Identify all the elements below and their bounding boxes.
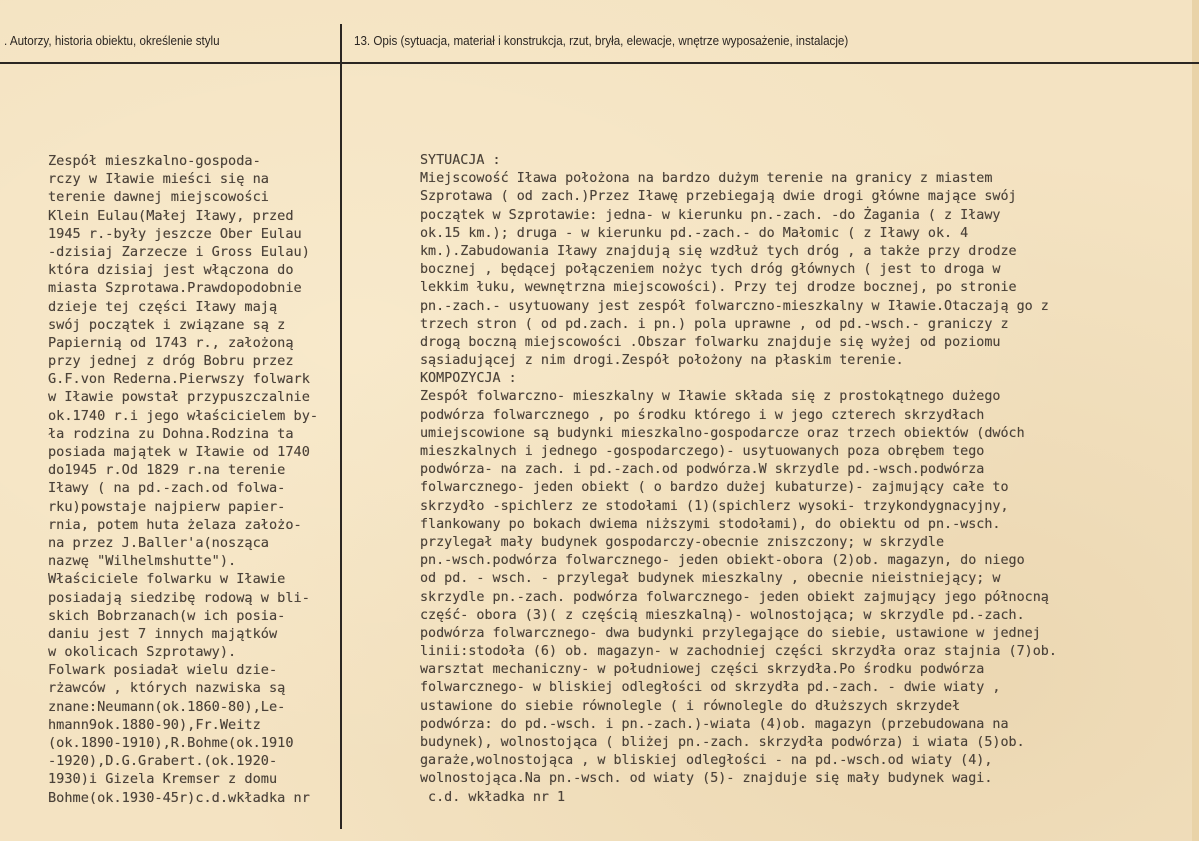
description-text-line: SYTUACJA : [420,153,501,168]
history-text-line: rku)powstaje najpierw papier- [48,498,286,515]
history-text-line: Klein Eulau(Małej Iławy, przed [48,207,294,224]
history-text-line: w okolicach Szprotawy). [48,644,237,661]
history-text-line: Bohme(ok.1930-45r)c.d.wkładka nr [48,789,310,806]
description-text-line: garaże,wolnostojąca , w bliskiej odległości - na pd.-wsch.od wiaty (4), [420,753,993,769]
description-text-line: część- obora (3)( z częścią mieszkalną)- wolnostojąca; w skrzydle pd.-zach. [420,607,1025,623]
history-text-line: rnia, potem huta żelaza założo- [48,516,302,533]
description-text-line: ok.15 km.); druga - w kierunku pd.-zach.- do Małomic ( z Iławy ok. 4 [420,225,969,241]
history-text-line: Folwark posiadał wielu dzie- [48,662,278,679]
description-text-line: od pd. - wsch. - przylegał budynek mieszkalny , obecnie nieistniejący; w [420,571,1001,587]
history-text-line: 1945 r.-były jeszcze Ober Eulau [48,225,302,242]
description-text-line: umiejscowione są budynki mieszkalno-gospodarcze oraz trzech obiektów (dwóch [420,425,1025,441]
description-text-line: linii:stodoła (6) ob. magazyn- w zachodniej części skrzydła oraz stajnia (7)ob. [420,644,1057,660]
description-text-line: przylegał mały budynek gospodarczy-obecnie zniszczony; w skrzydle [420,534,945,550]
description-text-line: pn.-wsch.podwórza folwarcznego- jeden obiekt-obora (2)ob. magazyn, do niego [420,553,1025,569]
description-text-line: skrzydło -spichlerz ze stodołami (1)(spichlerz wysoki- trzykondygnacyjny, [420,498,1009,514]
description-text-line: warsztat mechaniczny- w południowej części skrzydła.Po środku podwórza [420,662,985,678]
description-text-line: c.d. wkładka nr 1 [420,789,566,805]
description-text-line: drogą boczną miejscowości .Obszar folwarku znajduje się wyżej od poziomu [420,334,1001,350]
history-text-line: Zespół mieszkalno-gospoda- [48,153,261,169]
description-text-line: Szprotawa ( od zach.)Przez Iławę przebiegają dwie drogi główne mające swój [420,189,1017,205]
description-text-line: folwarcznego- jeden obiekt ( o bardzo dużej kubaturze)- zajmujący całe to [420,480,1009,496]
description-text-line: mieszkalnych i jednego -gospodarczego)- usytuowanych poza obrębem tego [420,444,985,459]
header-description: 13. Opis (sytuacja, materiał i konstrukcja, rzut, bryła, elewacje, wnętrze wyposażenie, instalacje) [354,34,849,48]
history-text-line: w Iławie powstał przypuszczalnie [48,389,310,406]
description-text-line: podwórza folwarcznego , po środku którego i w jego czterech skrzydłach [420,407,985,423]
history-text-line: rczy w Iławie mieści się na [48,171,269,188]
history-text-line: przy jednej z dróg Bobru przez [48,353,294,370]
history-text-line: 1930)i Gizela Kremser z domu [48,771,278,788]
description-text-line: Zespół folwarczno- mieszkalny w Iławie składa się z prostokątnego dużego [420,389,1001,405]
history-text-line: która dzisiaj jest włączona do [48,262,294,279]
history-text-line: terenie dawnej miejscowości [48,189,269,206]
history-text-line: -1920),D.G.Grabert.(ok.1920- [48,753,278,770]
history-text-line: na przez J.Baller'a(nosząca [48,534,269,551]
description-text-line: flankowany po bokach dwiema niższymi stodołami), do obiektu od pn.-wsch. [420,516,1001,532]
column-divider [340,24,342,829]
history-text-line: rżawców , których nazwiska są [48,680,286,697]
history-text-line: znane:Neumann(ok.1860-80),Le- [48,698,286,715]
history-text-line: G.F.von Rederna.Pierwszy folwark [48,371,310,388]
history-text-line: ok.1740 r.i jego właścicielem by- [48,407,319,424]
history-text-line: swój początek i związane są z [48,316,286,333]
description-text-line: podwórza folwarcznego- dwa budynki przylegające do siebie, ustawione w jednej [420,625,1041,641]
history-text-line: Papiernią od 1743 r., założoną [48,334,294,351]
description-text-line: bocznej , będącej połączeniem nożyc tych dróg głównych ( jest to droga w [420,262,1001,278]
history-text-line: -dzisiaj Zarzecze i Gross Eulau) [48,243,310,260]
description-text-line: Miejscowość Iława położona na bardzo dużym terenie na granicy z miastem [420,171,993,187]
sheet-edge [1192,0,1199,841]
history-text-line: Właściciele folwarku w Iławie [48,571,286,588]
description-text-line: KOMPOZYCJA : [420,371,517,387]
history-text-line: miasta Szprotawa.Prawdopodobnie [48,280,302,297]
header-authors-history: . Autorzy, historia obiektu, określenie stylu [4,34,220,48]
history-text-line: Iławy ( na pd.-zach.od folwa- [48,480,286,497]
description-text-line: ustawione do siebie równolegle ( i równolegle do dłuższych skrzydeł [420,698,961,714]
description-text-line: podwórza- na zach. i pd.-zach.od podwórza.W skrzydle pd.-wsch.podwórza [420,462,985,478]
history-text-line: skich Bobrzanach(w ich posia- [48,607,286,624]
history-text-line: ła rodzina zu Dohna.Rodzina ta [48,425,294,442]
description-text-line: trzech stron ( od pd.zach. i pn.) pola uprawne , od pd.-wsch.- graniczy z [420,316,1009,332]
description-text-line: początek w Szprotawie: jedna- w kierunku pn.-zach. -do Żagania ( z Iławy [420,207,1001,223]
history-text-line: hmann9ok.1880-90),Fr.Weitz [48,716,261,733]
description-text-line: wolnostojąca.Na pn.-wsch. od wiaty (5)- znajduje się mały budynek wagi. [420,771,993,787]
description-text-line: km.).Zabudowania Iławy znajdują się wzdłuż tych dróg , a także przy drodze [420,243,1017,259]
description-text-line: skrzydle pn.-zach. podwórza folwarcznego- jeden obiekt zajmujący jego północną [420,589,1049,605]
description-text-line: lekkim łuku, wewnętrzna miejscowości). Przy tej drodze bocznej, po stronie [420,280,1017,296]
history-text-line: daniu jest 7 innych majątków [48,625,278,642]
history-text-block [48,152,318,807]
description-text-line: sąsiadującej z nim drogi.Zespół położony na płaskim terenie. [420,353,904,369]
description-text-block [420,152,1057,807]
history-text-line: do1945 r.Od 1829 r.na terenie [48,462,286,479]
history-text-line: dzieje tej części Iławy mają [48,298,278,315]
description-text-line: folwarcznego- w bliskiej odległości od skrzydła pd.-zach. - dwie wiaty , [420,680,1001,696]
history-text-line: nazwę "Wilhelmshutte"). [48,553,237,570]
header-rule [0,62,1199,64]
description-text-line: pn.-zach.- usytuowany jest zespół folwarczno-mieszkalny w Iławie.Otaczają go z [420,298,1049,314]
description-text-line: budynek), wolnostojąca ( bliżej pn.-zach. skrzydła podwórza) i wiata (5)ob. [420,735,1025,750]
history-text-line: posiadają siedzibę rodową w bli- [48,589,310,606]
history-text-line: posiada majątek w Iławie od 1740 [48,444,310,460]
history-text-line: (ok.1890-1910),R.Bohme(ok.1910 [48,735,294,751]
description-text-line: podwórza: do pd.-wsch. i pn.-zach.)-wiata (4)ob. magazyn (przebudowana na [420,716,1009,732]
